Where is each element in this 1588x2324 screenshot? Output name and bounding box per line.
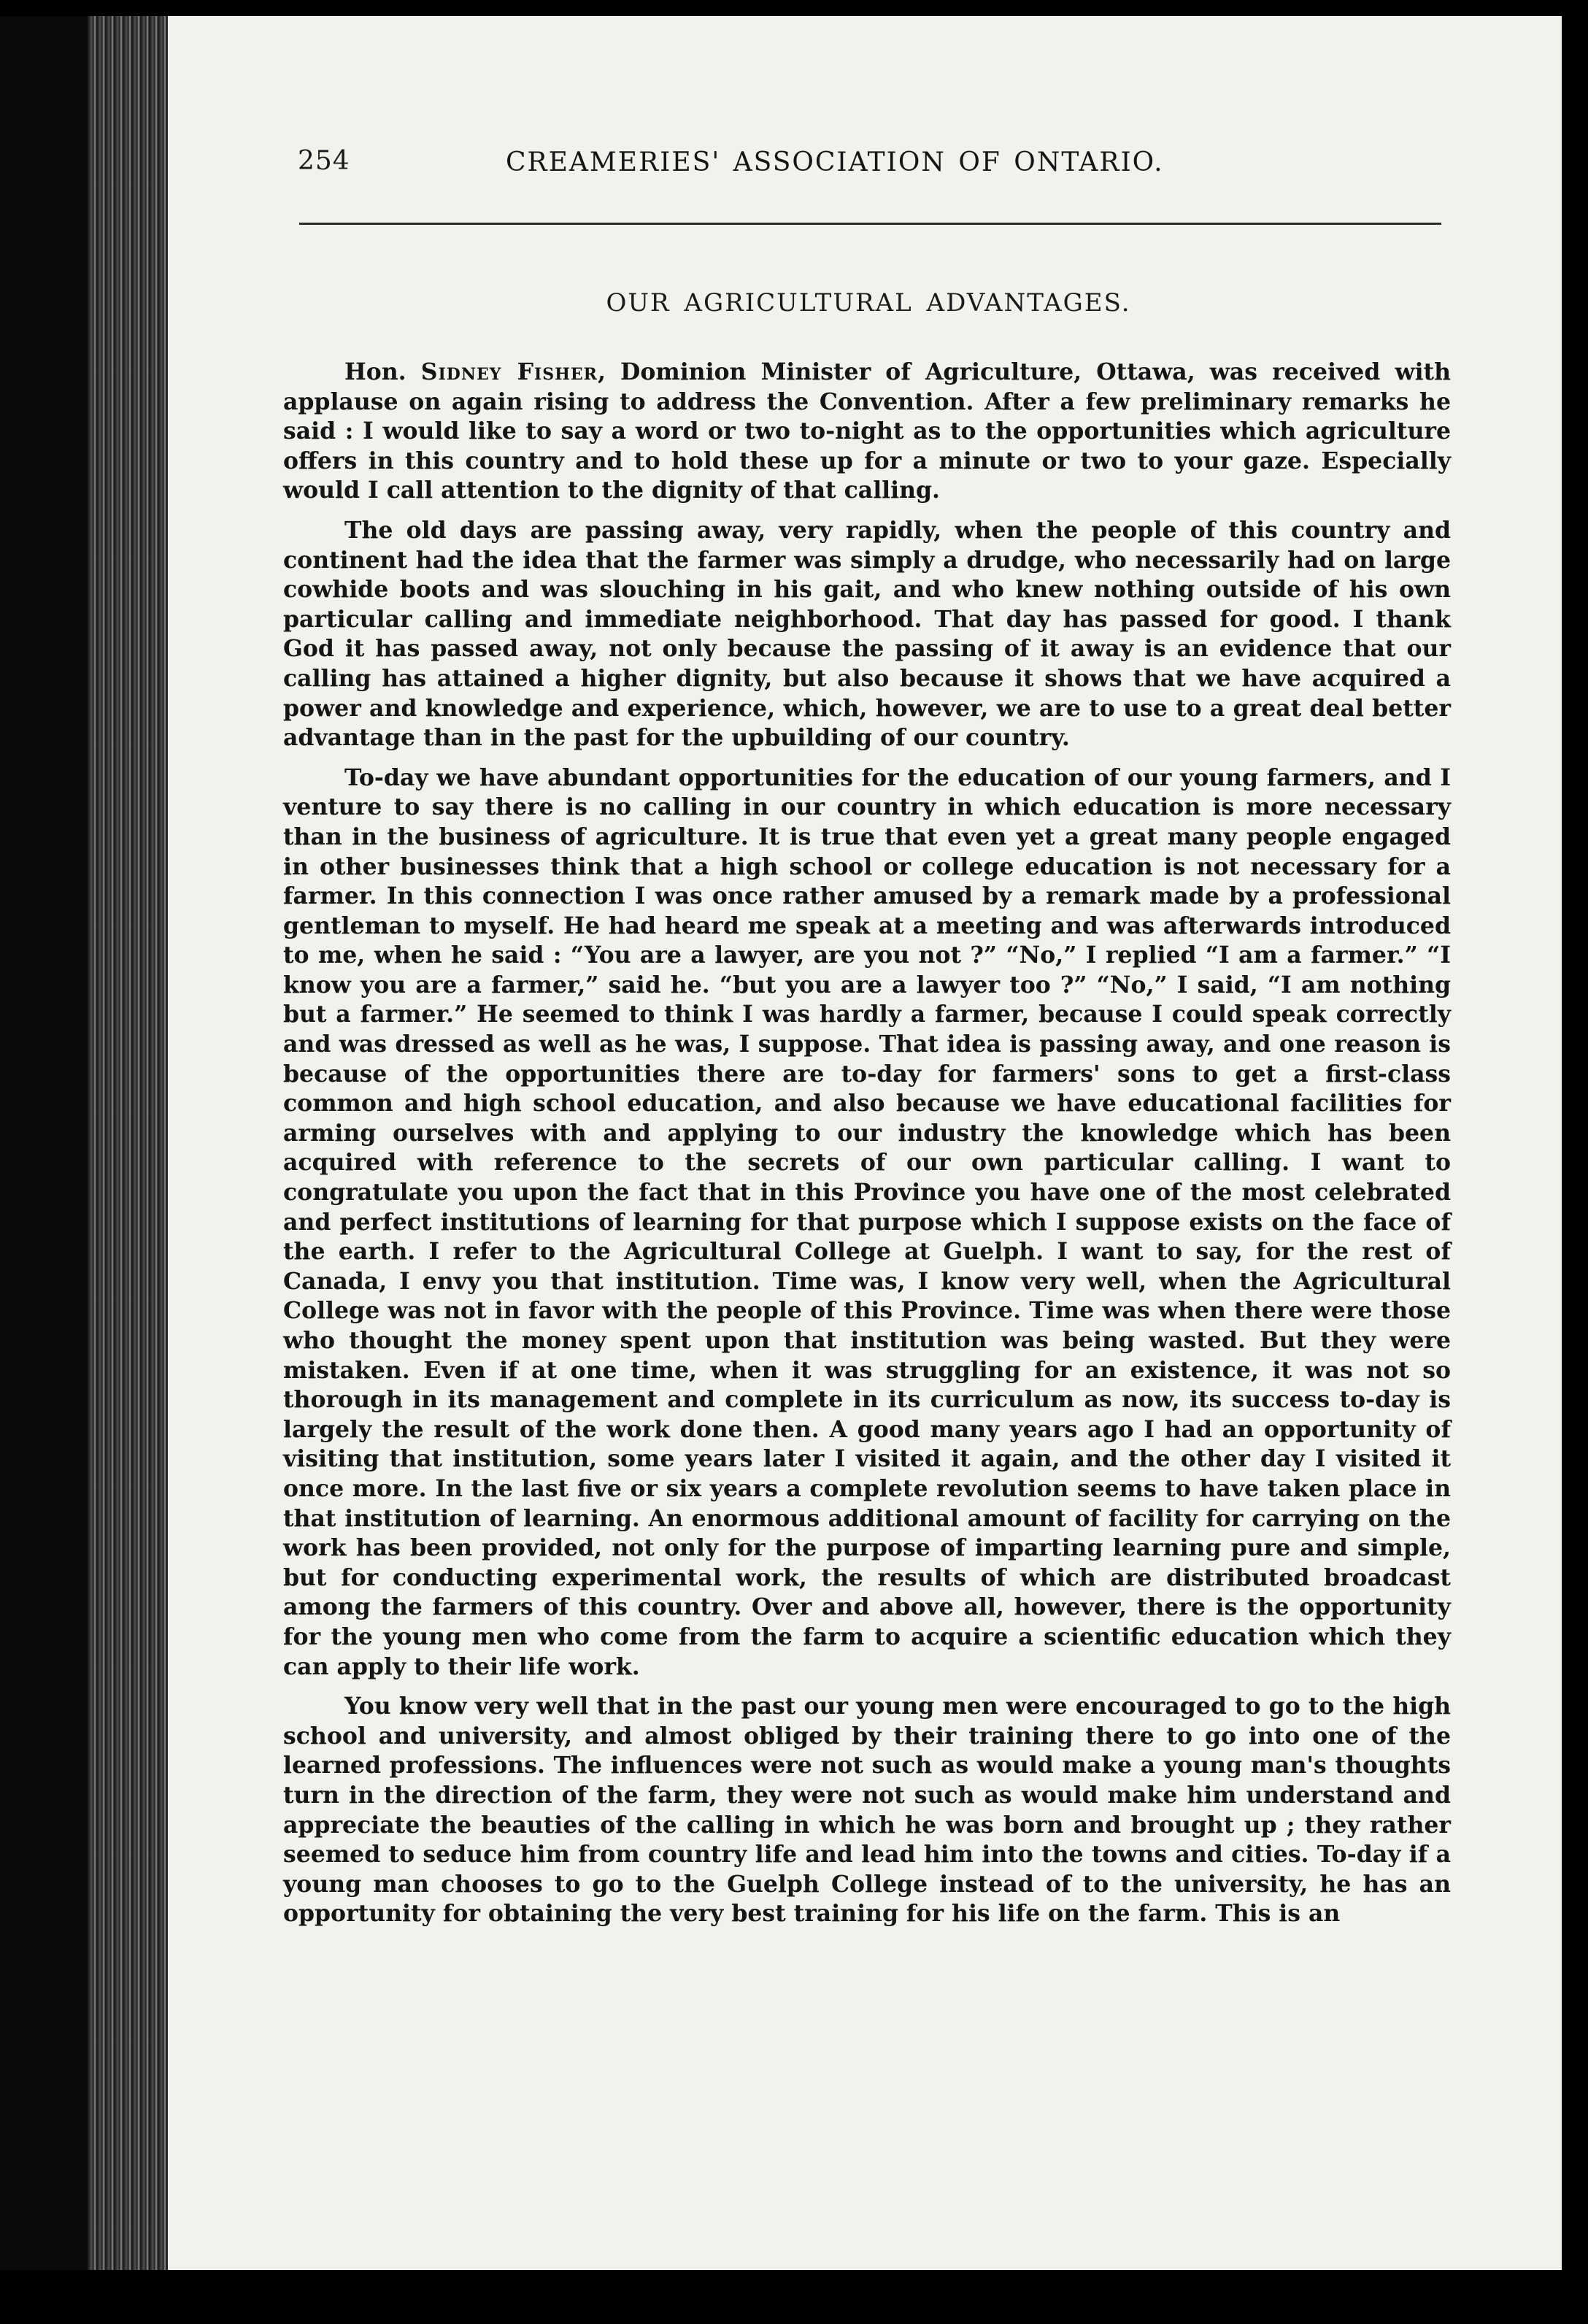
page-number: 254 bbox=[298, 146, 350, 176]
speaker-prefix: Hon. bbox=[344, 358, 421, 385]
speaker-name: Sidney Fisher bbox=[420, 358, 598, 385]
header-rule bbox=[299, 223, 1441, 225]
running-head: CREAMERIES' ASSOCIATION OF ONTARIO. bbox=[506, 147, 1164, 177]
scan-bottom-border bbox=[0, 2270, 1588, 2324]
scan-top-border bbox=[0, 0, 1588, 16]
paragraph-4: You know very well that in the past our young men were encouraged to go to the high school and university, and almost obliged by their training there to go into one of the learned professions. The influences were not such as would make a young man's thoughts turn in the direction of the farm, they were not such as would make him understand and appreciate the beauties of the calling in which he was born and brought up ; they rather seemed to seduce him from country life and lead him into the towns and cities. To-day if a young man chooses to go to the Guelph College instead of to the university, he has an opportunity for obtaining the very best training for his life on the farm. This is an bbox=[283, 1693, 1451, 1928]
book-page-edges bbox=[88, 0, 175, 2324]
article-body bbox=[283, 358, 1451, 1929]
paragraph-1-text: , Dominion Minister of Agriculture, Ottawa, was received with applause on again rising to address the Convention. After a few preliminary remarks he said : I would like to say a word or two to-night as to the opportunities which agriculture offers in this country and to hold these up for a minute or two to your gaze. Especially would I call attention to the dignity of that calling. bbox=[283, 358, 1451, 504]
page-header bbox=[298, 146, 1436, 190]
paragraph-1 bbox=[283, 358, 1451, 506]
paragraph-3: To-day we have abundant opportunities for the education of our young farmers, and I venture to say there is no calling in our country in which education is more necessary than in the business of agriculture. It is true that even yet a great many people engaged in other businesses think that a high school or college education is not necessary for a farmer. In this connection I was once rather amused by a remark made by a professional gentleman to myself. He had heard me speak at a meeting and was afterwards introduced to me, when he said : “You are a lawyer, are you not ?” “No,” I replied “I am a farmer.” “I know you are a farmer,” said he. “but you are a lawyer too ?” “No,” I said, “I am nothing but a farmer.” He seemed to think I was hardly a farmer, because I could speak correctly and was dressed as well as he was, I suppose. That idea is passing away, and one reason is because of the opportunities there are to-day for farmers' sons to get a first-class common and high school education, and also because we have educational facilities for arming ourselves with and applying to our industry the knowledge which has been acquired with reference to the secrets of our own particular calling. I want to congratulate you upon the fact that in this Province you have one of the most celebrated and perfect institutions of learning for that purpose which I suppose exists on the face of the earth. I refer to the Agricultural College at Guelph. I want to say, for the rest of Canada, I envy you that institution. Time was, I know very well, when the Agricultural College was not in favor with the people of this Province. Time was when there were those who thought the money spent upon that institution was being wasted. But they were mistaken. Even if at one time, when it was struggling for an existence, it was not so thorough in its management and complete in its curriculum as now, its success to-day is largely the result of the work done then. A good many years ago I had an opportunity of visiting that institution, some years later I visited it again, and the other day I visited it once more. In the last five or six years a complete revolution seems to have taken place in that institution of learning. An enormous additional amount of facility for carrying on the work has been provided, not only for the purpose of imparting learning pure and simple, but for conducting experimental work, the results of which are distributed broadcast among the farmers of this country. Over and above all, however, there is the opportunity for the young men who come from the farm to acquire a scientific education which they can apply to their life work. bbox=[283, 763, 1451, 1680]
paragraph-2: The old days are passing away, very rapidly, when the people of this country and continent had the idea that the farmer was simply a drudge, who necessarily had on large cowhide boots and was slouching in his gait, and who knew nothing outside of his own particular calling and immediate neighborhood. That day has passed for good. I thank God it has passed away, not only because the passing of it away is an evidence that our calling has attained a higher dignity, but also because it shows that we have acquired a power and knowledge and experience, which, however, we are to use to a great deal better advantage than in the past for the upbuilding of our country. bbox=[283, 516, 1451, 752]
section-title: OUR AGRICULTURAL ADVANTAGES. bbox=[606, 288, 1131, 318]
scan-right-border bbox=[1562, 0, 1588, 2324]
